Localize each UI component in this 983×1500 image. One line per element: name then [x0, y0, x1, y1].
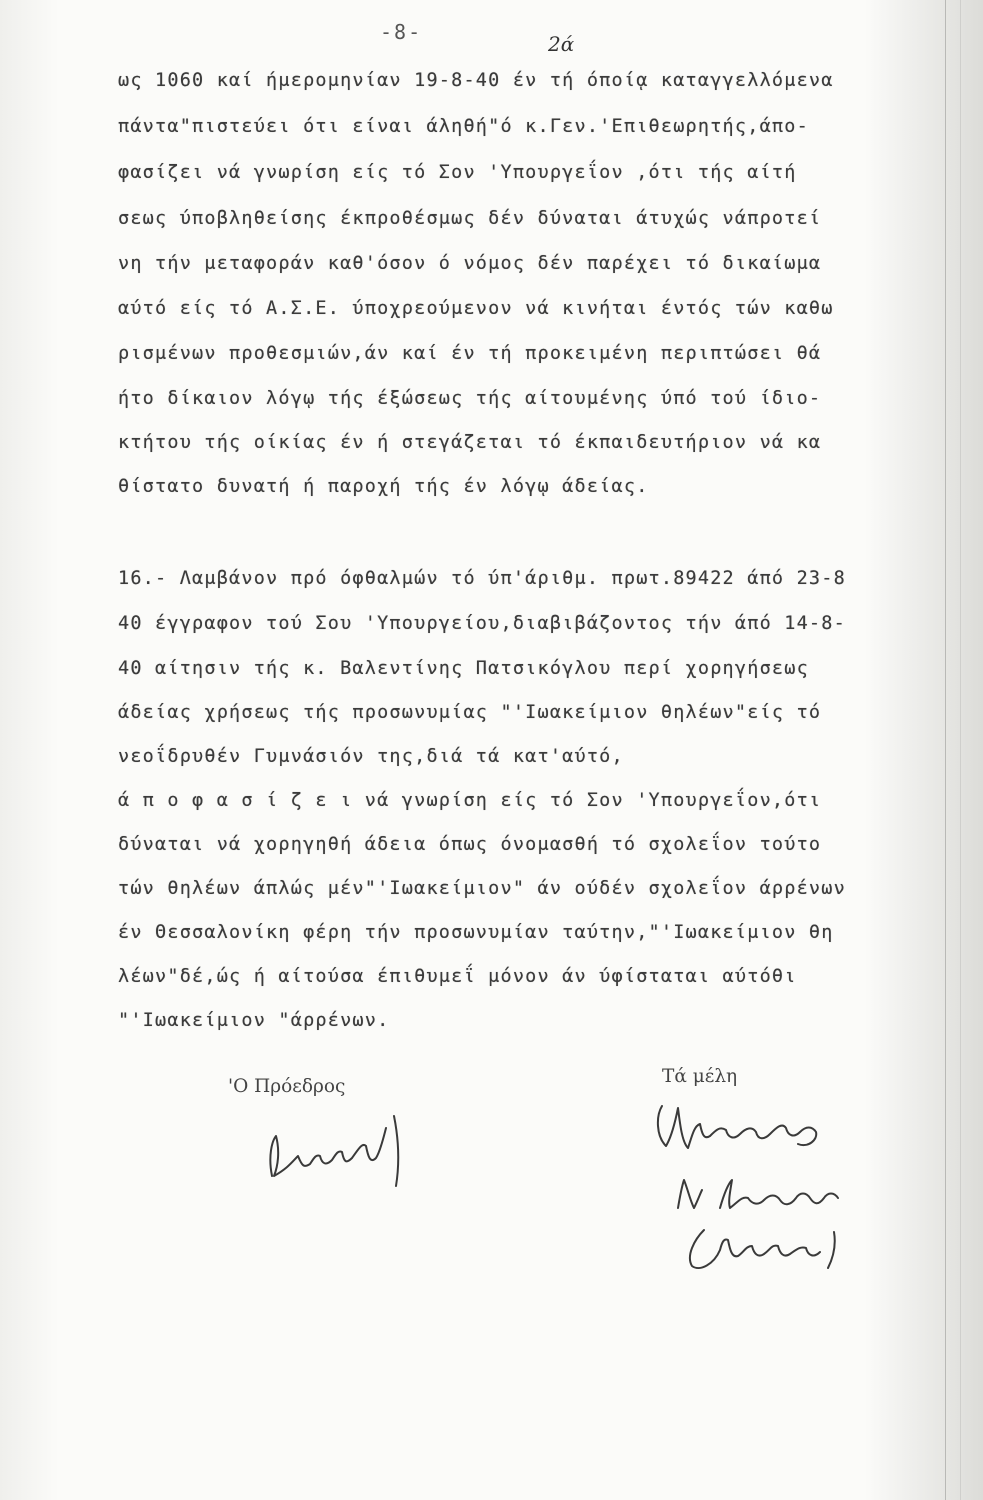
text-line: λέων"δέ,ώς ή αίτούσα έπιθυμεΐ μόνον άν ύφίσταται αύτόθι [118, 966, 797, 987]
text-line: ως 1060 καί ήμερομηνίαν 19-8-40 έν τή όποίᾳ καταγγελλόμενα [118, 70, 834, 91]
text-line: πάντα"πιστεύει ότι είναι άληθή"ό κ.Γεν.'Επιθεωρητής,άπο- [118, 116, 809, 137]
page-number: -8- [380, 20, 423, 44]
text-line: ρισμένων προθεσμιών,άν καί έν τή προκειμένη περιπτώσει θά [118, 343, 822, 364]
member-signature-2 [668, 1168, 868, 1228]
text-line: ήτο δίκαιον λόγῳ τής έξώσεως τής αίτουμένης ύπό τού ίδιο- [118, 388, 822, 409]
member-signature-3 [674, 1220, 874, 1280]
text-line: 16.- Λαμβάνον πρό όφθαλμών τό ύπ'άριθμ. πρωτ.89422 άπό 23-8 [118, 568, 846, 589]
members-label: Τά μέλη [662, 1066, 738, 1087]
text-line: νεοΐδρυθέν Γυμνάσιόν της,διά τά κατ'αύτό, [118, 746, 624, 767]
text-line: φασίζει νά γνωρίση είς τό Σον 'Υπουργεΐον ,ότι τής αίτή [118, 162, 797, 183]
text-line: δύναται νά χορηγηθή άδεια όπως όνομασθή τό σχολεΐον τούτο [118, 834, 822, 855]
text-line: κτήτου τής οίκίας έν ή στεγάζεται τό έκπαιδευτήριον νά κα [118, 432, 822, 453]
text-line: αύτό είς τό Α.Σ.Ε. ύποχρεούμενον νά κινήται έντός τών καθω [118, 298, 834, 319]
handwritten-page-note: 2ά [548, 32, 575, 56]
text-line: άδείας χρήσεως τής προσωνυμίας "'Ιωακείμιον θηλέων"είς τό [118, 702, 822, 723]
text-line: σεως ύποβληθείσης έκπροθέσμως δέν δύναται άτυχώς νάπροτεί [118, 208, 822, 229]
page-edge [960, 0, 961, 1500]
text-line: 40 αίτησιν τής κ. Βαλεντίνης Πατσικόγλου περί χορηγήσεως [118, 658, 809, 679]
text-line: ά π ο φ α σ ί ζ ε ι νά γνωρίση είς τό Σον 'Υπουργεΐον,ότι [118, 790, 822, 811]
president-label: 'Ο Πρόεδρος [228, 1076, 346, 1097]
text-line: έν Θεσσαλονίκη φέρη τήν προσωνυμίαν ταύτην,"'Ιωακείμιον θη [118, 922, 834, 943]
text-line: 40 έγγραφον τού Σου 'Υπουργείου,διαβιβάζοντος τήν άπό 14-8- [118, 613, 846, 634]
member-signature-1 [648, 1096, 848, 1166]
page-edge [945, 0, 946, 1500]
text-line: θίστατο δυνατή ή παροχή τής έν λόγῳ άδείας. [118, 476, 649, 497]
text-line: νη τήν μεταφοράν καθ'όσον ό νόμος δέν παρέχει τό δικαίωμα [118, 253, 822, 274]
text-line: τών θηλέων άπλώς μέν"'Ιωακείμιον" άν ούδέν σχολεΐον άρρένων [118, 878, 846, 899]
president-signature [258, 1106, 438, 1196]
text-line: "'Ιωακείμιον "άρρένων. [118, 1010, 390, 1031]
